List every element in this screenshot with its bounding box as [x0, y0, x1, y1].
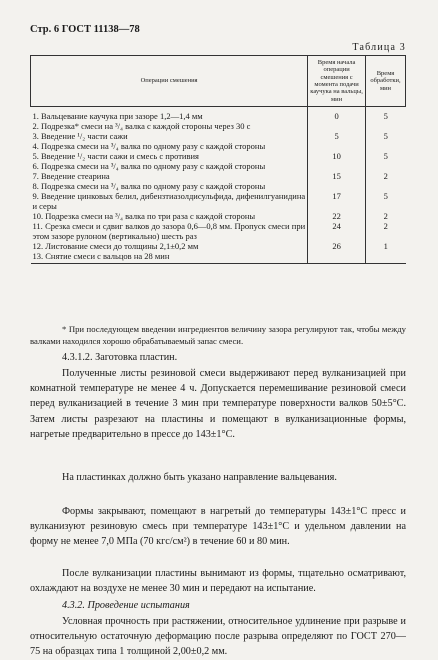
section-heading-4312: 4.3.1.2. Заготовка пластин.	[62, 352, 178, 363]
table-row	[31, 181, 406, 191]
row-operation: 12. Листование смеси до толщины 2,1±0,2 мм	[31, 241, 308, 251]
table-row	[31, 161, 406, 171]
row-duration	[366, 121, 406, 131]
row-start: 5	[308, 131, 366, 141]
page-header: Стр. 6 ГОСТ 11138—78	[30, 24, 140, 35]
row-start: 0	[308, 107, 366, 122]
table-row	[31, 251, 406, 264]
table-row	[31, 211, 406, 221]
table-row	[31, 241, 406, 251]
row-operation: 10. Подрезка смеси на ³/₄ валка по три раза с каждой стороны	[31, 211, 308, 221]
row-start	[308, 121, 366, 131]
row-operation: 1. Вальцевание каучука при зазоре 1,2—1,4 мм	[31, 107, 308, 122]
row-start	[308, 251, 366, 264]
row-duration: 1	[383, 241, 388, 251]
row-operation: 5. Введение ¹/₂ части сажи и смесь с противия	[31, 151, 308, 161]
row-duration	[366, 251, 406, 264]
mixing-table	[30, 55, 406, 264]
row-duration: 2	[383, 171, 388, 181]
table-row	[31, 121, 406, 131]
row-operation: 11. Срезка смеси и сдвиг валков до зазора 0,6—0,8 мм. Пропуск смеси при этом зазоре рулоном (вертикально) шесть раз	[31, 221, 308, 241]
row-operation: 8. Подрезка смеси на ³/₄ валка по одному разу с каждой стороны	[31, 181, 308, 191]
paragraph-5: Условная прочность при растяжении, относительное удлинение при разрыве и относительную остаточную деформацию после разрыва определяют по ГОСТ 270—75 на образцах типа 1 толщиной 2,00±0,2 мм.	[30, 616, 406, 658]
table-row	[31, 221, 406, 241]
row-duration: 2	[383, 221, 388, 231]
row-start	[308, 141, 366, 151]
row-duration: 5	[383, 131, 388, 141]
row-start	[308, 181, 366, 191]
header-duration: Время обработки, мин	[366, 56, 406, 107]
table-row	[31, 191, 406, 211]
section-heading-432: 4.3.2. Проведение испытания	[62, 600, 190, 611]
row-operation: 7. Введение стеарина	[31, 171, 308, 181]
row-duration	[366, 181, 406, 191]
table-row	[31, 171, 406, 181]
paragraph-2: На пластинках должно быть указано направление вальцевания.	[62, 472, 337, 483]
row-operation: 6. Подрезка смеси на ³/₄ валка по одному разу с каждой стороны	[31, 161, 308, 171]
header-start-time: Время начала операции смешения с момента подачи каучука на вальцы, мин	[308, 56, 366, 107]
row-duration: 5	[383, 191, 388, 201]
row-start: 24	[308, 221, 366, 241]
row-duration: 5	[383, 111, 388, 121]
row-start: 15	[308, 171, 366, 181]
row-start: 22	[308, 211, 366, 221]
table-row	[31, 141, 406, 151]
table-label: Таблица 3	[352, 42, 406, 53]
row-operation: 2. Подрезка* смеси на ³/₄ валка с каждой стороны через 30 с	[31, 121, 308, 131]
row-duration: 5	[383, 151, 388, 161]
row-start	[308, 161, 366, 171]
row-duration	[366, 141, 406, 151]
table-header-row	[31, 56, 406, 107]
row-operation: 4. Подрезка смеси на ³/₄ валка по одному разу с каждой стороны	[31, 141, 308, 151]
paragraph-4: После вулканизации пластины вынимают из формы, тщательно осматривают, охлаждают на воздухе не менее 30 мин и передают на испытание.	[30, 568, 406, 595]
row-duration: 2	[383, 211, 388, 221]
table-row	[31, 107, 406, 122]
table-row	[31, 151, 406, 161]
row-start: 10	[308, 151, 366, 161]
table-footnote: * При последующем введении ингредиентов величину зазора регулируют так, чтобы между валками находился хорошо обрабатываемый запас смеси.	[30, 324, 406, 346]
row-operation: 13. Снятие смеси с вальцов на 28 мин	[31, 251, 308, 264]
paragraph-3: Формы закрывают, помещают в нагретый до температуры 143±1°С пресс и вулканизуют резиновую смесь при температуре 143±1°С и удельном давлении на форму не менее 7,0 МПа (70 кгс/см²) в течение 60 и 80 мин.	[30, 506, 406, 548]
header-operation: Операции смешения	[31, 56, 308, 107]
row-duration	[366, 161, 406, 171]
row-start: 26	[308, 241, 366, 251]
row-operation: 9. Введение цинковых белил, дибензтиазолдисульфида, дифенилгуанидина и серы	[31, 191, 308, 211]
row-operation: 3. Введение ¹/₂ части сажи	[31, 131, 308, 141]
table-row	[31, 131, 406, 141]
paragraph-1: Полученные листы резиновой смеси выдерживают перед вулканизацией при комнатной температуре не менее 4 ч. Допускается перемешивание резиновой смеси перед вулканизацией в течение 3 мин при температуре поверхности валков 50±5°С. Затем листы разрезают на пластины и помещают в вулканизационные формы, нагретые предварительно в прессе до 143±1°С.	[30, 368, 406, 440]
row-start: 17	[308, 191, 366, 211]
